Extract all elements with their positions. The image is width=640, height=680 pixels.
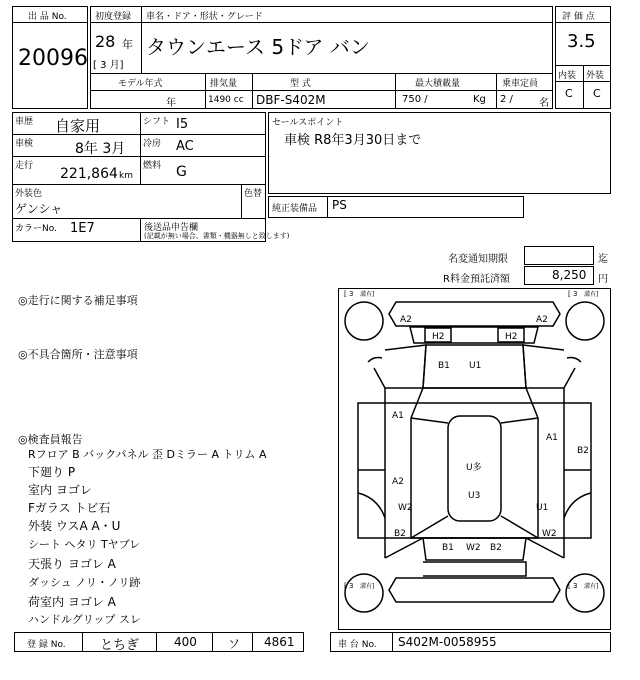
registration-label: 登 録 No. bbox=[27, 640, 66, 650]
load-label: 最大積載量 bbox=[415, 79, 461, 89]
tire-tread-fl: [ 3 bbox=[344, 290, 354, 298]
displacement: 1490 cc bbox=[208, 95, 244, 105]
first-reg-label: 初度登録 bbox=[95, 12, 132, 22]
mark-w2-right: W2 bbox=[542, 529, 557, 539]
chassis-number: S402M-0058955 bbox=[398, 635, 497, 649]
mark-b2-rear: B2 bbox=[490, 543, 502, 553]
recycle-label: R料金預託済額 bbox=[443, 274, 510, 285]
registration-region: とちぎ bbox=[100, 638, 140, 653]
registration-number: 4861 bbox=[264, 635, 295, 649]
report-line: Rフロア B バックパネル 歪 Dミラー A トリム A bbox=[28, 448, 267, 461]
genuine-label: 純正装備品 bbox=[272, 204, 318, 214]
mark-a2-lower-left: A2 bbox=[392, 477, 404, 487]
type-code: DBF-S402M bbox=[256, 93, 326, 107]
mark-u1-windshield: U1 bbox=[469, 361, 482, 371]
capacity-label: 乗車定員 bbox=[502, 79, 539, 89]
tire-tread-rr: [ 3 bbox=[568, 582, 578, 590]
tire-tread-fr-note: 溝有] bbox=[584, 291, 599, 298]
tire-tread-fl-note: 溝有] bbox=[360, 291, 375, 298]
mark-b2-left: B2 bbox=[394, 529, 406, 539]
capacity-unit: 名 bbox=[539, 98, 549, 109]
tire-tread-rl-note: 溝有] bbox=[360, 583, 375, 590]
tire-front-left bbox=[345, 302, 383, 340]
history: 自家用 bbox=[55, 117, 101, 135]
interior-grade: C bbox=[565, 87, 573, 100]
exterior-grade: C bbox=[593, 87, 601, 100]
ac-label: 冷房 bbox=[143, 139, 162, 149]
meter-change-unit: 迄 bbox=[598, 254, 608, 265]
mark-h2-left: H2 bbox=[432, 332, 445, 342]
shift-label: シフト bbox=[143, 117, 171, 127]
lot-number-label: 出 品 No. bbox=[28, 12, 67, 22]
rating-label: 評 価 点 bbox=[562, 12, 595, 22]
meter-change-label: 名変通知期限 bbox=[448, 254, 508, 265]
color-no-label: カラーNo. bbox=[15, 224, 57, 234]
exterior-label: 外装 bbox=[586, 71, 605, 81]
tire-tread-rr-note: 溝有] bbox=[584, 583, 599, 590]
report-line: 下廻り P bbox=[28, 465, 76, 479]
registration-class: 400 bbox=[174, 635, 197, 649]
mark-b1-windshield: B1 bbox=[438, 361, 450, 371]
color-no: 1E7 bbox=[70, 221, 95, 236]
first-reg-month: [ 3 月] bbox=[93, 60, 124, 71]
load-value: 750 / bbox=[402, 94, 428, 105]
car-name-label: 車名・ドア・形状・グレード bbox=[146, 12, 263, 22]
post-send-note: (記載が無い場合、書類・機器無しと致します) bbox=[144, 232, 290, 240]
mark-u-many: U多 bbox=[466, 463, 482, 473]
report-line: 外装 ウスA A・U bbox=[28, 519, 121, 533]
ac: AC bbox=[176, 139, 194, 154]
report-line: 室内 ヨゴレ bbox=[28, 483, 92, 497]
recycle-unit: 円 bbox=[598, 274, 608, 285]
mark-a2-front-right: A2 bbox=[536, 315, 548, 325]
recycle-value: 8,250 bbox=[552, 268, 587, 282]
model-year-label: モデル年式 bbox=[118, 79, 163, 89]
car-name: タウンエース 5ドア バン bbox=[146, 35, 370, 59]
mark-w2-left: W2 bbox=[398, 503, 413, 513]
exterior-color-label: 外装色 bbox=[15, 189, 43, 199]
report-line: 天張り ヨゴレ A bbox=[28, 557, 116, 571]
report-line: 荷室内 ヨゴレ A bbox=[28, 595, 116, 609]
shift: I5 bbox=[176, 117, 189, 132]
type-label: 型 式 bbox=[290, 79, 311, 89]
registration-kana: ソ bbox=[228, 637, 241, 651]
tire-rear-left bbox=[345, 574, 383, 612]
history-label: 車歴 bbox=[15, 117, 34, 127]
model-year-unit: 年 bbox=[166, 98, 176, 109]
inspection-label: 車検 bbox=[15, 139, 34, 149]
sales-point-label: セールスポイント bbox=[272, 118, 344, 128]
damage-diagram bbox=[338, 288, 611, 630]
chassis-label: 車 台 No. bbox=[338, 640, 377, 650]
rating-value: 3.5 bbox=[567, 31, 596, 52]
mark-a1-left: A1 bbox=[392, 411, 404, 421]
inspector-title: ◎検査員報告 bbox=[18, 433, 83, 446]
tire-front-right bbox=[566, 302, 604, 340]
post-send-label: 後送品申告欄 bbox=[144, 223, 199, 233]
tire-tread-fr: [ 3 bbox=[568, 290, 578, 298]
report-line: シート ヘタリ Tヤブレ bbox=[28, 538, 141, 551]
mark-h2-right: H2 bbox=[505, 332, 518, 342]
mark-a1-right: A1 bbox=[546, 433, 558, 443]
first-reg-year: 28 bbox=[95, 32, 116, 51]
tire-tread-rl: [ 3 bbox=[344, 582, 354, 590]
mileage-label: 走行 bbox=[15, 161, 34, 171]
driving-remarks-title: ◎走行に関する補足事項 bbox=[18, 294, 138, 307]
mark-b2-right: B2 bbox=[577, 446, 589, 456]
mileage: 221,864 bbox=[60, 166, 118, 182]
genuine: PS bbox=[332, 198, 347, 212]
report-line: ハンドルグリップ スレ bbox=[28, 613, 141, 626]
mileage-unit: km bbox=[119, 171, 133, 181]
report-line: Fガラス トビ石 bbox=[28, 501, 111, 515]
first-reg-year-unit: 年 bbox=[122, 38, 133, 51]
fuel-label: 燃料 bbox=[143, 161, 162, 171]
mark-a2-front-left: A2 bbox=[400, 315, 412, 325]
lot-number: 20096 bbox=[18, 46, 88, 71]
mark-w2-rear: W2 bbox=[466, 543, 481, 553]
capacity-value: 2 / bbox=[500, 94, 513, 105]
defects-title: ◎不具合箇所・注意事項 bbox=[18, 348, 138, 361]
interior-label: 内装 bbox=[558, 71, 577, 81]
mark-b1-rear: B1 bbox=[442, 543, 454, 553]
exterior-color: ゲンシャ bbox=[15, 202, 63, 216]
meter-change-box bbox=[524, 246, 594, 265]
color-change-label: 色替 bbox=[244, 189, 263, 199]
sales-point: 車検 R8年3月30日まで bbox=[284, 133, 422, 148]
fuel: G bbox=[176, 164, 187, 180]
mark-u1-right: U1 bbox=[536, 503, 549, 513]
load-unit: Kg bbox=[473, 94, 486, 105]
displacement-label: 排気量 bbox=[210, 79, 238, 89]
tire-rear-right bbox=[566, 574, 604, 612]
report-line: ダッシュ ノリ・ノリ跡 bbox=[28, 576, 141, 589]
mark-u3: U3 bbox=[468, 491, 481, 501]
inspection: 8年 3月 bbox=[75, 141, 126, 157]
